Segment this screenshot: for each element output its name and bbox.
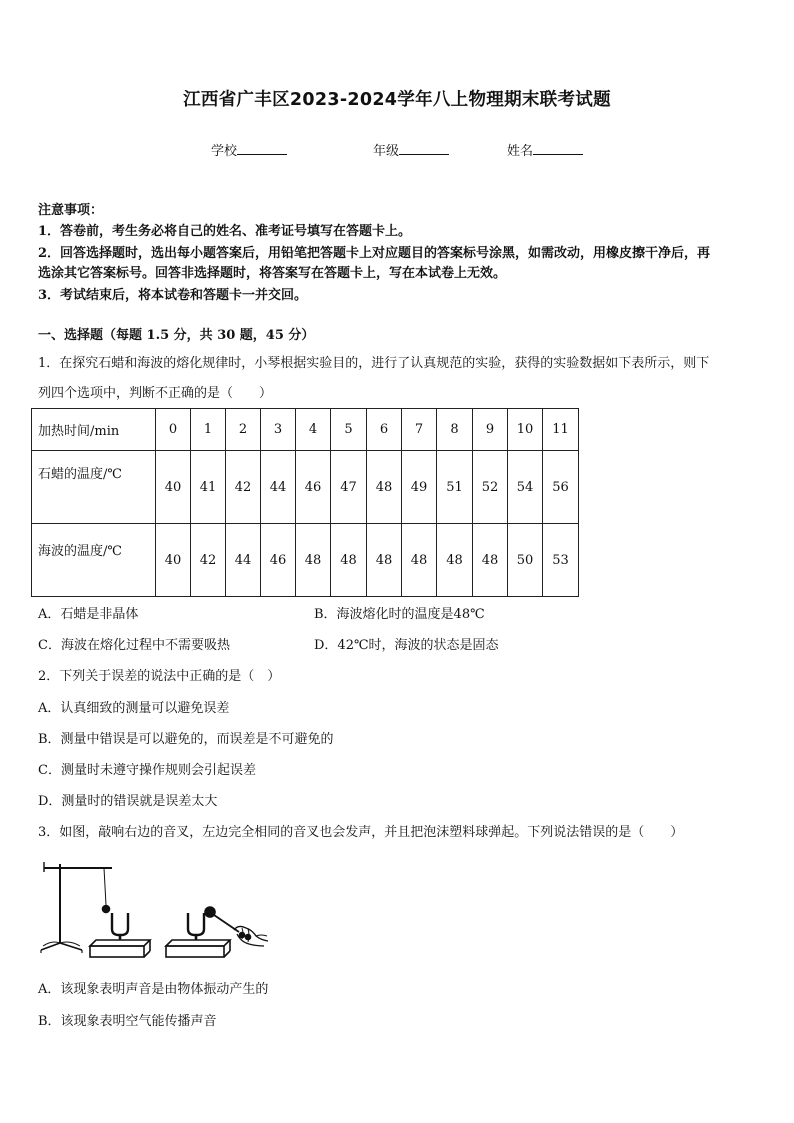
notice-heading: 注意事项： [38, 203, 104, 218]
hypo-cell: 53 [543, 524, 579, 597]
q1-option-c: C．海波在熔化过程中不需要吸热 [38, 638, 230, 653]
wax-cell: 47 [331, 451, 367, 524]
q2-option-b: B．测量中错误是可以避免的，而误差是不可避免的 [38, 732, 334, 747]
notice-item-3: 3．考试结束后，将本试卷和答题卡一并交回。 [38, 288, 308, 303]
q2-option-c: C．测量时未遵守操作规则会引起误差 [38, 763, 256, 778]
table-row-hypo [32, 524, 579, 597]
q2-option-a: A．认真细致的测量可以避免误差 [38, 701, 230, 716]
hypo-cell: 40 [156, 524, 191, 597]
wax-cell: 49 [402, 451, 437, 524]
time-cell: 10 [508, 409, 543, 451]
hypo-cell: 48 [331, 524, 367, 597]
q1-option-a: A．石蜡是非晶体 [38, 607, 139, 622]
notice-item-2a: 2．回答选择题时，选出每小题答案后，用铅笔把答题卡上对应题目的答案标号涂黑，如需改动，用橡皮擦干净后，再 [38, 246, 711, 261]
wax-cell: 40 [156, 451, 191, 524]
time-cell: 9 [473, 409, 508, 451]
wax-cell: 48 [367, 451, 402, 524]
notice-item-2b: 选涂其它答案标号。回答非选择题时，将答案写在答题卡上，写在本试卷上无效。 [38, 266, 507, 281]
time-cell: 1 [191, 409, 226, 451]
tuning-fork-figure [38, 854, 278, 970]
time-cell: 0 [156, 409, 191, 451]
hypo-cell: 48 [437, 524, 473, 597]
q3-stem: 3．如图，敲响右边的音叉，左边完全相同的音叉也会发声，并且把泡沫塑料球弹起。下列说法错误的是（ ） [38, 825, 684, 840]
hypo-cell: 42 [191, 524, 226, 597]
q1-stem-line2: 列四个选项中，判断不正确的是（ ） [38, 386, 273, 401]
q3-option-b: B．该现象表明空气能传播声音 [38, 1014, 217, 1029]
data-table [31, 408, 579, 597]
wax-cell: 51 [437, 451, 473, 524]
name-blank [533, 142, 583, 155]
time-cell: 6 [367, 409, 402, 451]
q1-option-d: D．42℃时，海波的状态是固态 [314, 638, 499, 653]
time-cell: 8 [437, 409, 473, 451]
table-row-wax [32, 451, 579, 524]
name-field [507, 140, 583, 159]
time-cell: 7 [402, 409, 437, 451]
notice-item-1: 1．答卷前，考生务必将自己的姓名、准考证号填写在答题卡上。 [38, 224, 412, 239]
wax-cell: 42 [226, 451, 261, 524]
hypo-cell: 46 [261, 524, 296, 597]
hypo-cell: 48 [367, 524, 402, 597]
table-row-time [32, 409, 579, 451]
grade-blank [399, 142, 449, 155]
hypo-cell: 44 [226, 524, 261, 597]
wax-label: 石蜡的温度/℃ [32, 451, 156, 524]
grade-field [373, 140, 449, 159]
wax-cell: 54 [508, 451, 543, 524]
q2-option-d: D．测量时的错误就是误差太大 [38, 794, 218, 809]
q1-option-b: B．海波熔化时的温度是48℃ [314, 607, 485, 622]
time-cell: 4 [296, 409, 331, 451]
wax-cell: 41 [191, 451, 226, 524]
q1-stem-line1: 1．在探究石蜡和海波的熔化规律时，小琴根据实验目的，进行了认真规范的实验，获得的实验数据如下表所示，则下 [38, 356, 710, 371]
hypo-label: 海波的温度/℃ [32, 524, 156, 597]
school-label: 学校 [211, 144, 238, 159]
hypo-cell: 48 [473, 524, 508, 597]
q3-option-a: A．该现象表明声音是由物体振动产生的 [38, 982, 269, 997]
section-heading: 一、选择题（每题 1.5 分，共 30 题，45 分） [38, 328, 315, 343]
grade-label: 年级 [373, 144, 400, 159]
hypo-cell: 48 [296, 524, 331, 597]
school-field [211, 140, 287, 159]
wax-cell: 52 [473, 451, 508, 524]
time-cell: 5 [331, 409, 367, 451]
wax-cell: 56 [543, 451, 579, 524]
tuning-fork-illustration [38, 854, 278, 966]
time-cell: 11 [543, 409, 579, 451]
time-cell: 3 [261, 409, 296, 451]
hypo-cell: 50 [508, 524, 543, 597]
school-blank [237, 142, 287, 155]
q2-stem: 2．下列关于误差的说法中正确的是（ ） [38, 669, 281, 684]
time-cell: 2 [226, 409, 261, 451]
wax-cell: 44 [261, 451, 296, 524]
name-label: 姓名 [507, 144, 534, 159]
time-label: 加热时间/min [32, 409, 156, 451]
hypo-cell: 48 [402, 524, 437, 597]
wax-cell: 46 [296, 451, 331, 524]
page-title: 江西省广丰区2023-2024学年八上物理期末联考试题 [183, 90, 611, 110]
